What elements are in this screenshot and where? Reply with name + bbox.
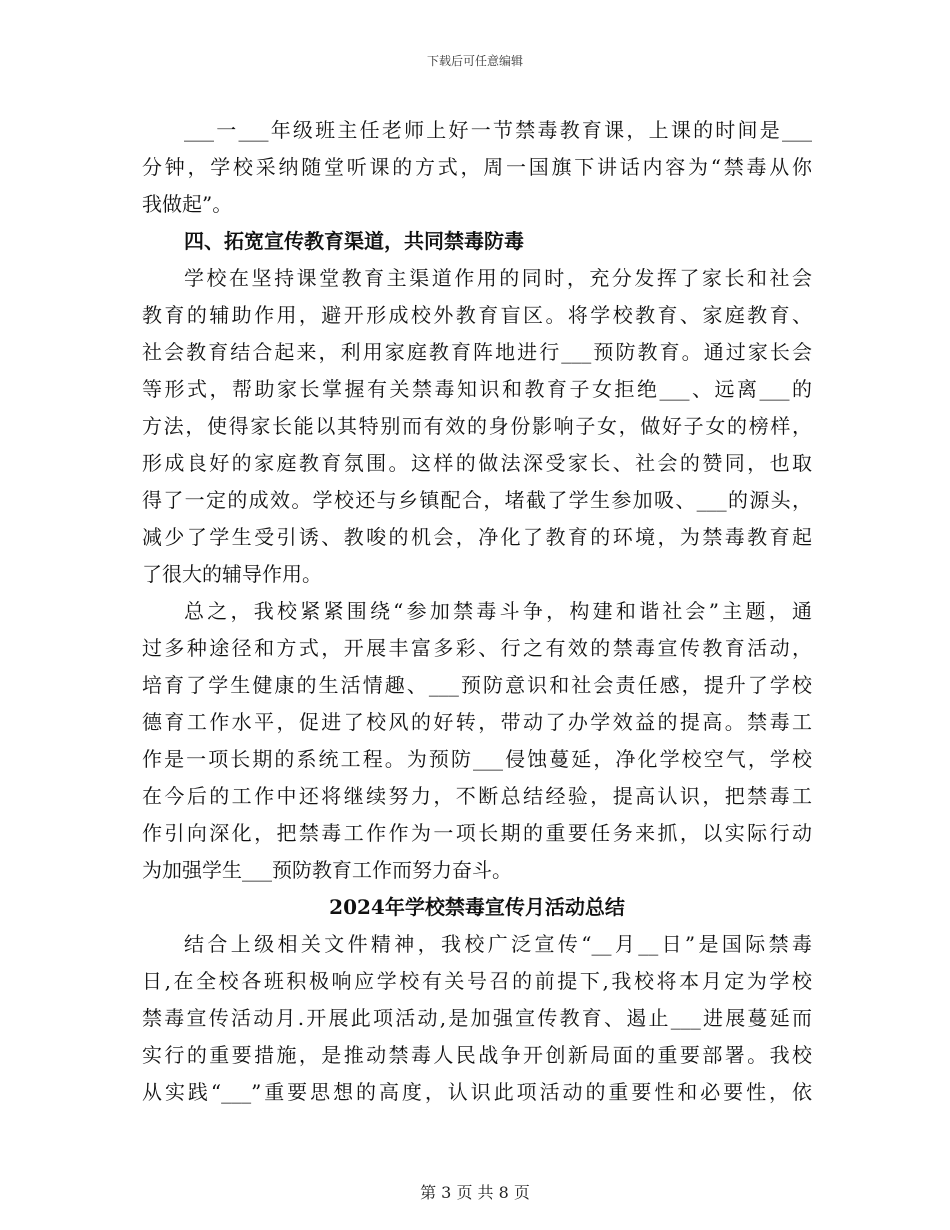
text-line: 学校在坚持课堂教育主渠道作用的同时，充分发挥了家长和社会	[184, 266, 812, 290]
text-line: 分钟，学校采纳随堂听课的方式，周一国旗下讲话内容为“禁毒从你	[142, 155, 812, 179]
document-title: 2024年学校禁毒宣传月活动总结	[329, 895, 625, 919]
paragraph-campaign-month	[142, 926, 812, 1111]
text-line: 方法，使得家长能以其特别而有效的身份影响子女，做好子女的榜样，	[142, 414, 812, 438]
text-line: 形成良好的家庭教育氛围。这样的做法深受家长、社会的赞同，也取	[142, 451, 812, 475]
text-line: 日,在全校各班积极响应学校有关号召的前提下,我校将本月定为学校	[142, 969, 812, 993]
paragraph-family-education	[142, 260, 812, 593]
text-line: 了很大的辅导作用。	[142, 562, 322, 586]
text-line: 减少了学生受引诱、教唆的机会，净化了教育的环境，为禁毒教育起	[142, 525, 812, 549]
text-line: 社会教育结合起来，利用家庭教育阵地进行___预防教育。通过家长会	[142, 340, 812, 364]
text-line: 德育工作水平，促进了校风的好转，带动了办学效益的提高。禁毒工	[142, 710, 812, 734]
text-line: 总之，我校紧紧围绕“参加禁毒斗争，构建和谐社会”主题，通	[184, 599, 812, 623]
text-line: 结合上级相关文件精神，我校广泛宣传“__月__日”是国际禁毒	[184, 932, 812, 956]
section-heading-4: 四、拓宽宣传教育渠道，共同禁毒防毒	[184, 229, 524, 253]
text-line: 等形式，帮助家长掌握有关禁毒知识和教育子女拒绝___、远离___的	[142, 377, 812, 401]
text-line: 实行的重要措施，是推动禁毒人民战争开创新局面的重要部署。我校	[142, 1043, 812, 1067]
text-line: 我做起”。	[142, 192, 233, 216]
text-line: 作是一项长期的系统工程。为预防___侵蚀蔓延，净化学校空气，学校	[142, 747, 812, 771]
text-line: 作引向深化，把禁毒工作作为一项长期的重要任务来抓，以实际行动	[142, 821, 812, 845]
text-line: 过多种途径和方式，开展丰富多彩、行之有效的禁毒宣传教育活动，	[142, 636, 812, 660]
paragraph-summary	[142, 593, 812, 889]
text-line: 为加强学生___预防教育工作而努力奋斗。	[142, 858, 512, 882]
page-number: 第 3 页 共 8 页	[420, 1183, 530, 1202]
document-body	[142, 112, 812, 1111]
text-line: 在今后的工作中还将继续努力，不断总结经验，提高认识，把禁毒工	[142, 784, 812, 808]
text-line: 培育了学生健康的生活情趣、___预防意识和社会责任感，提升了学校	[142, 673, 812, 697]
text-line: 从实践“___”重要思想的高度，认识此项活动的重要性和必要性，依	[142, 1080, 812, 1104]
text-line: 得了一定的成效。学校还与乡镇配合，堵截了学生参加吸、___的源头，	[142, 488, 812, 512]
paragraph-class-teacher	[142, 112, 812, 223]
text-line: 教育的辅助作用，避开形成校外教育盲区。将学校教育、家庭教育、	[142, 303, 812, 327]
text-line: 禁毒宣传活动月.开展此项活动,是加强宣传教育、遏止___进展蔓延而	[142, 1006, 812, 1030]
text-line: ___一___年级班主任老师上好一节禁毒教育课，上课的时间是___	[184, 118, 812, 142]
page-header: 下载后可任意编辑	[426, 54, 523, 68]
